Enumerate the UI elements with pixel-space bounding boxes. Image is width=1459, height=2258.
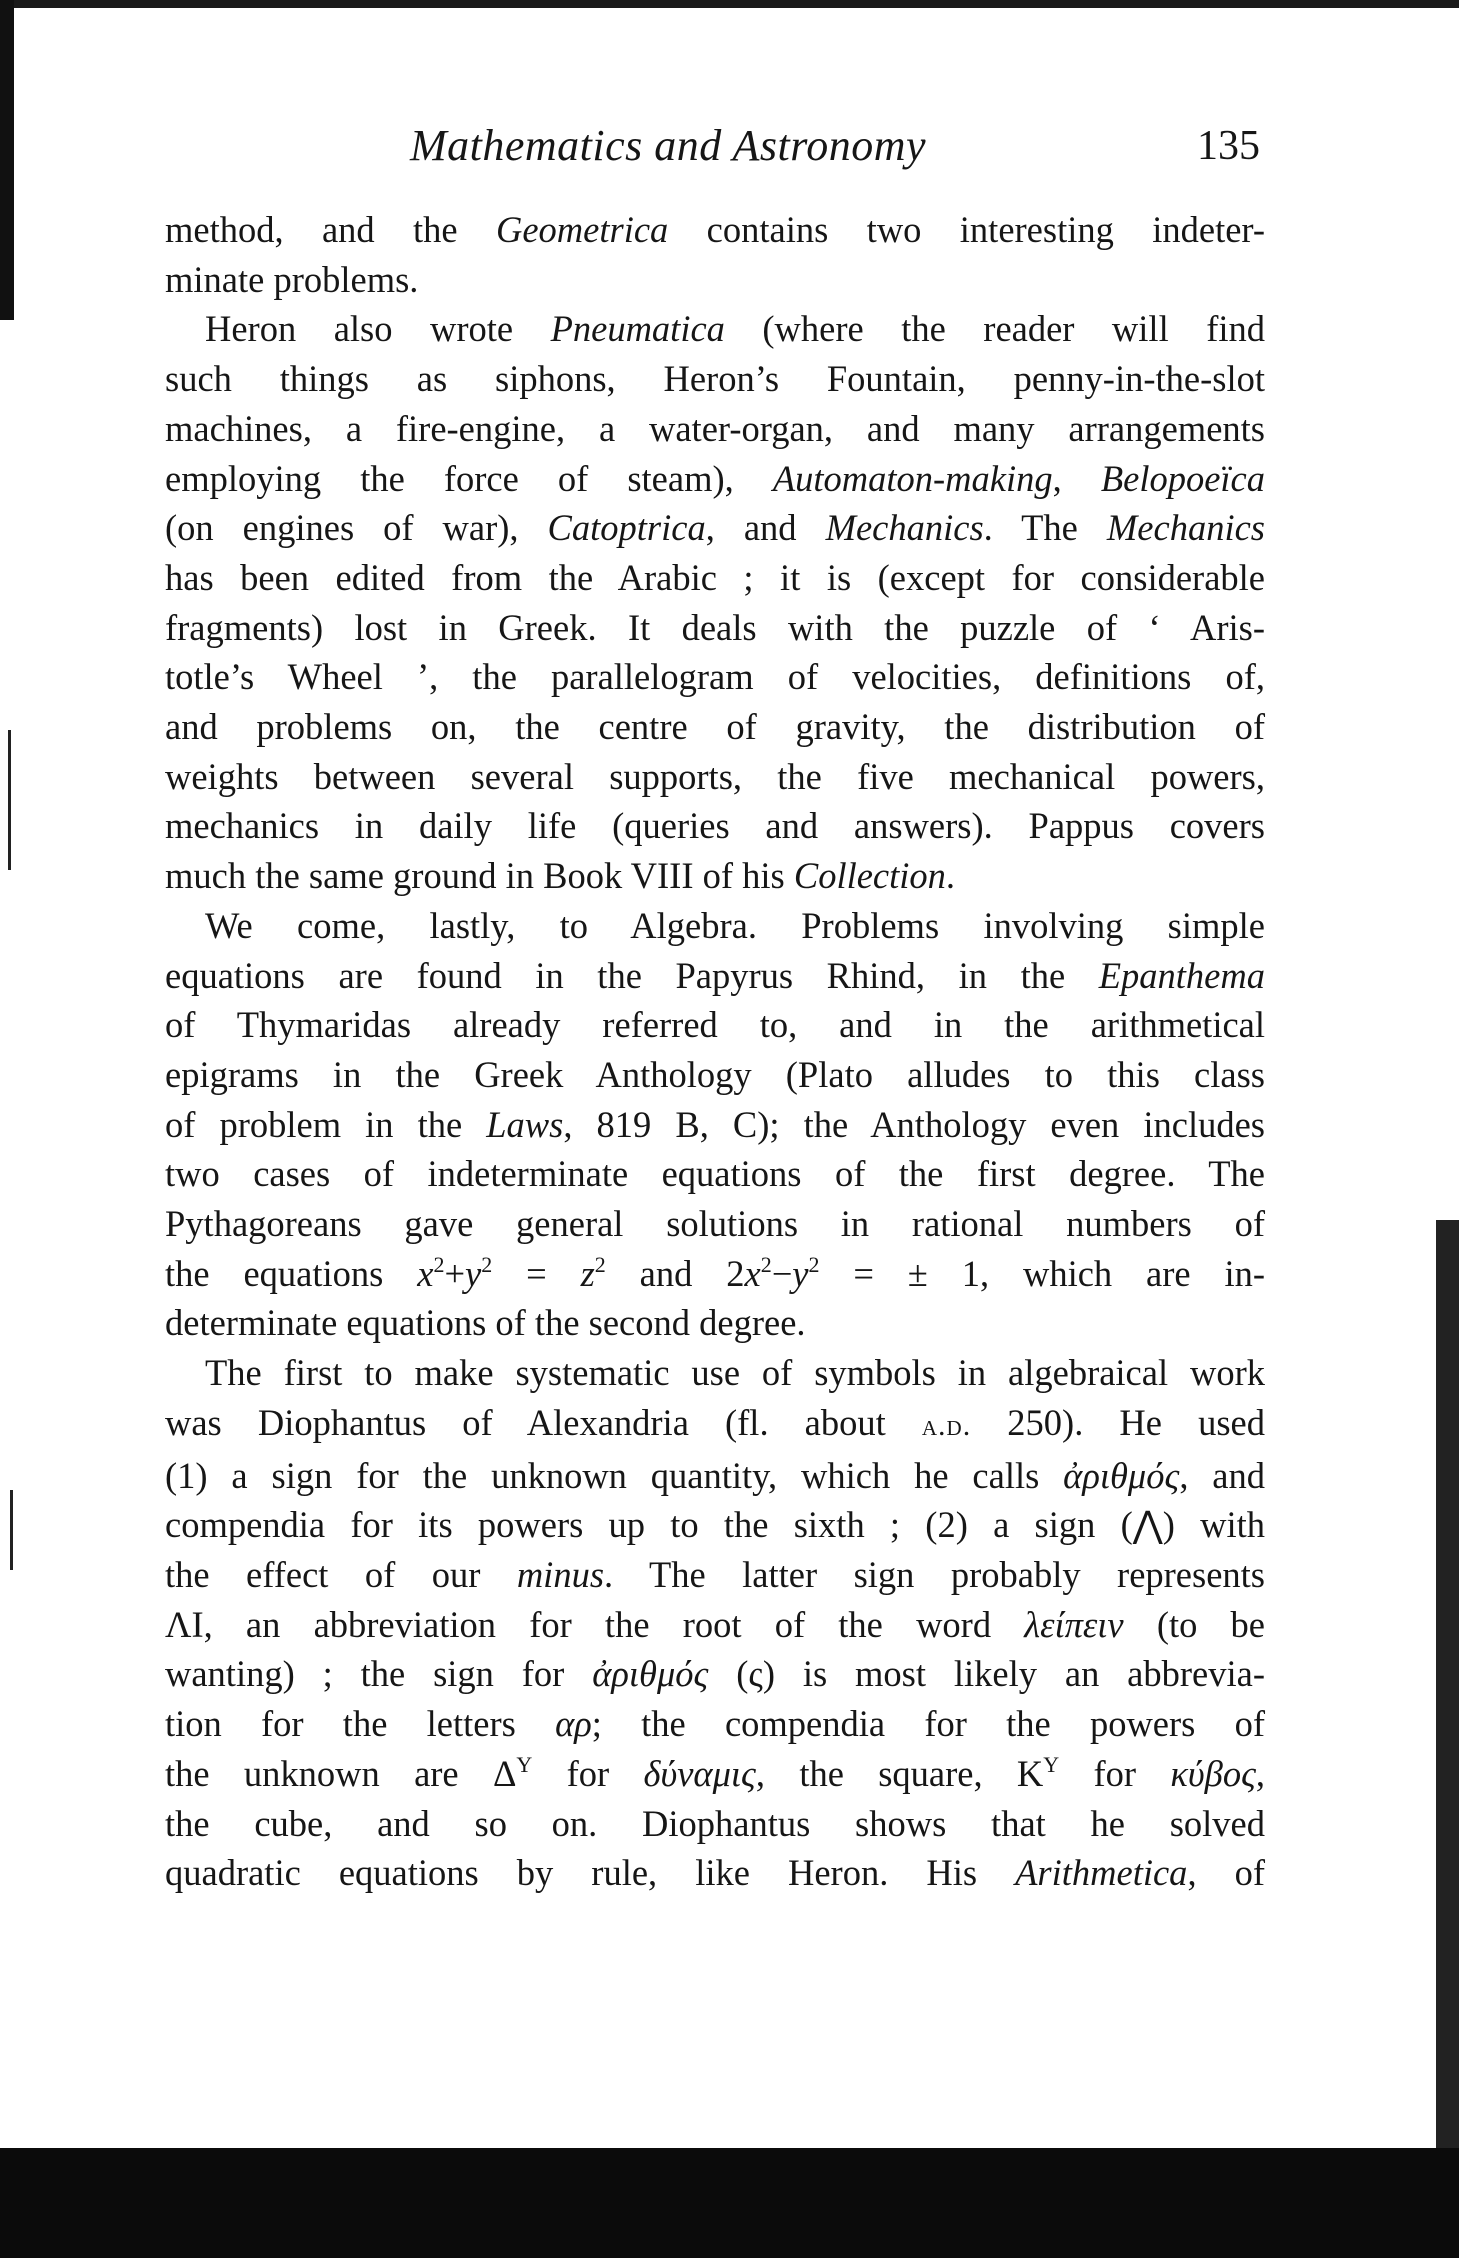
text-line: determinate equations of the second degree. <box>165 1302 806 1344</box>
text-line: the unknown are $\Delta^Y$ for δύναμις, the square, $K^Y$ for κύβος, <box>165 1751 1266 1794</box>
body-text <box>165 205 1265 1898</box>
text-line: minate problems. <box>165 258 419 300</box>
text-line: epigrams in the Greek Anthology (Plato alludes to this class <box>165 1053 1265 1095</box>
running-title: Mathematics and Astronomy <box>410 121 927 170</box>
text-line: equations are found in the Papyrus Rhind, in the Epanthema <box>165 954 1265 996</box>
text-line: has been edited from the Arabic ; it is (except for considerable <box>165 556 1265 598</box>
text-line: two cases of indeterminate equations of the first degree. The <box>165 1153 1265 1195</box>
text-line: the equations $x^2+y^2 = z^2$ and $2x^2-y^2$ = ± 1, which are in- <box>165 1251 1266 1294</box>
text-line: compendia for its powers up to the sixth ; (2) a sign (⋀) with <box>165 1504 1265 1546</box>
text-line: much the same ground in Book VIII of his Collection. <box>165 855 956 897</box>
text-line: method, and the Geometrica contains two interesting indeter- <box>165 209 1265 250</box>
text-line: of problem in the Laws, 819 B, C); the Anthology even includes <box>165 1103 1265 1145</box>
text-line: ΛΙ, an abbreviation for the root of the word λείπειν (to be <box>165 1603 1265 1645</box>
scan-edge-top <box>0 0 1459 8</box>
running-header <box>160 120 1260 180</box>
scan-edge-right <box>1436 1220 1459 2158</box>
text-line: machines, a fire-engine, a water-organ, and many arrangements <box>165 407 1265 449</box>
text-line: the cube, and so on. Diophantus shows that he solved <box>165 1802 1265 1844</box>
text-line: fragments) lost in Greek. It deals with the puzzle of ‘ Aris- <box>165 606 1265 648</box>
scan-edge-bottom <box>0 2148 1459 2258</box>
text-line: (on engines of war), Catoptrica, and Mechanics. The Mechanics <box>165 507 1265 549</box>
text-line: and problems on, the centre of gravity, the distribution of <box>165 706 1265 748</box>
text-line: tion for the letters αρ; the compendia for the powers of <box>165 1703 1265 1745</box>
text-line: The first to make systematic use of symbols in algebraical work <box>205 1352 1265 1394</box>
scan-edge-left <box>0 0 14 320</box>
text-line: We come, lastly, to Algebra. Problems involving simple <box>205 904 1265 946</box>
text-line: of Thymaridas already referred to, and in the arithmetical <box>165 1004 1265 1046</box>
scan-mark <box>10 1490 13 1570</box>
text-line: (1) a sign for the unknown quantity, which he calls ἀριθμός, and <box>165 1454 1266 1496</box>
text-line: weights between several supports, the five mechanical powers, <box>165 755 1265 797</box>
text-line: the effect of our minus. The latter sign probably represents <box>165 1553 1266 1595</box>
scan-mark <box>8 730 11 870</box>
text-line: quadratic equations by rule, like Heron. His Arithmetica, of <box>165 1852 1266 1894</box>
text-line: such things as siphons, Heron’s Fountain, penny-in-the-slot <box>165 358 1265 400</box>
text-line: mechanics in daily life (queries and answers). Pappus covers <box>165 805 1265 847</box>
text-line: Pythagoreans gave general solutions in rational numbers of <box>165 1203 1265 1245</box>
text-line: wanting) ; the sign for ἀριθμός (ς) is most likely an abbrevia- <box>165 1653 1265 1695</box>
text-line: was Diophantus of Alexandria (fl. about a.d. 250). He used <box>165 1401 1265 1443</box>
text-line: Heron also wrote Pneumatica (where the reader will find <box>205 308 1265 350</box>
text-line: employing the force of steam), Automaton-making, Belopoeïca <box>165 457 1266 499</box>
text-line: totle’s Wheel ’, the parallelogram of velocities, definitions of, <box>165 656 1265 698</box>
page-number: 135 <box>1197 123 1260 169</box>
